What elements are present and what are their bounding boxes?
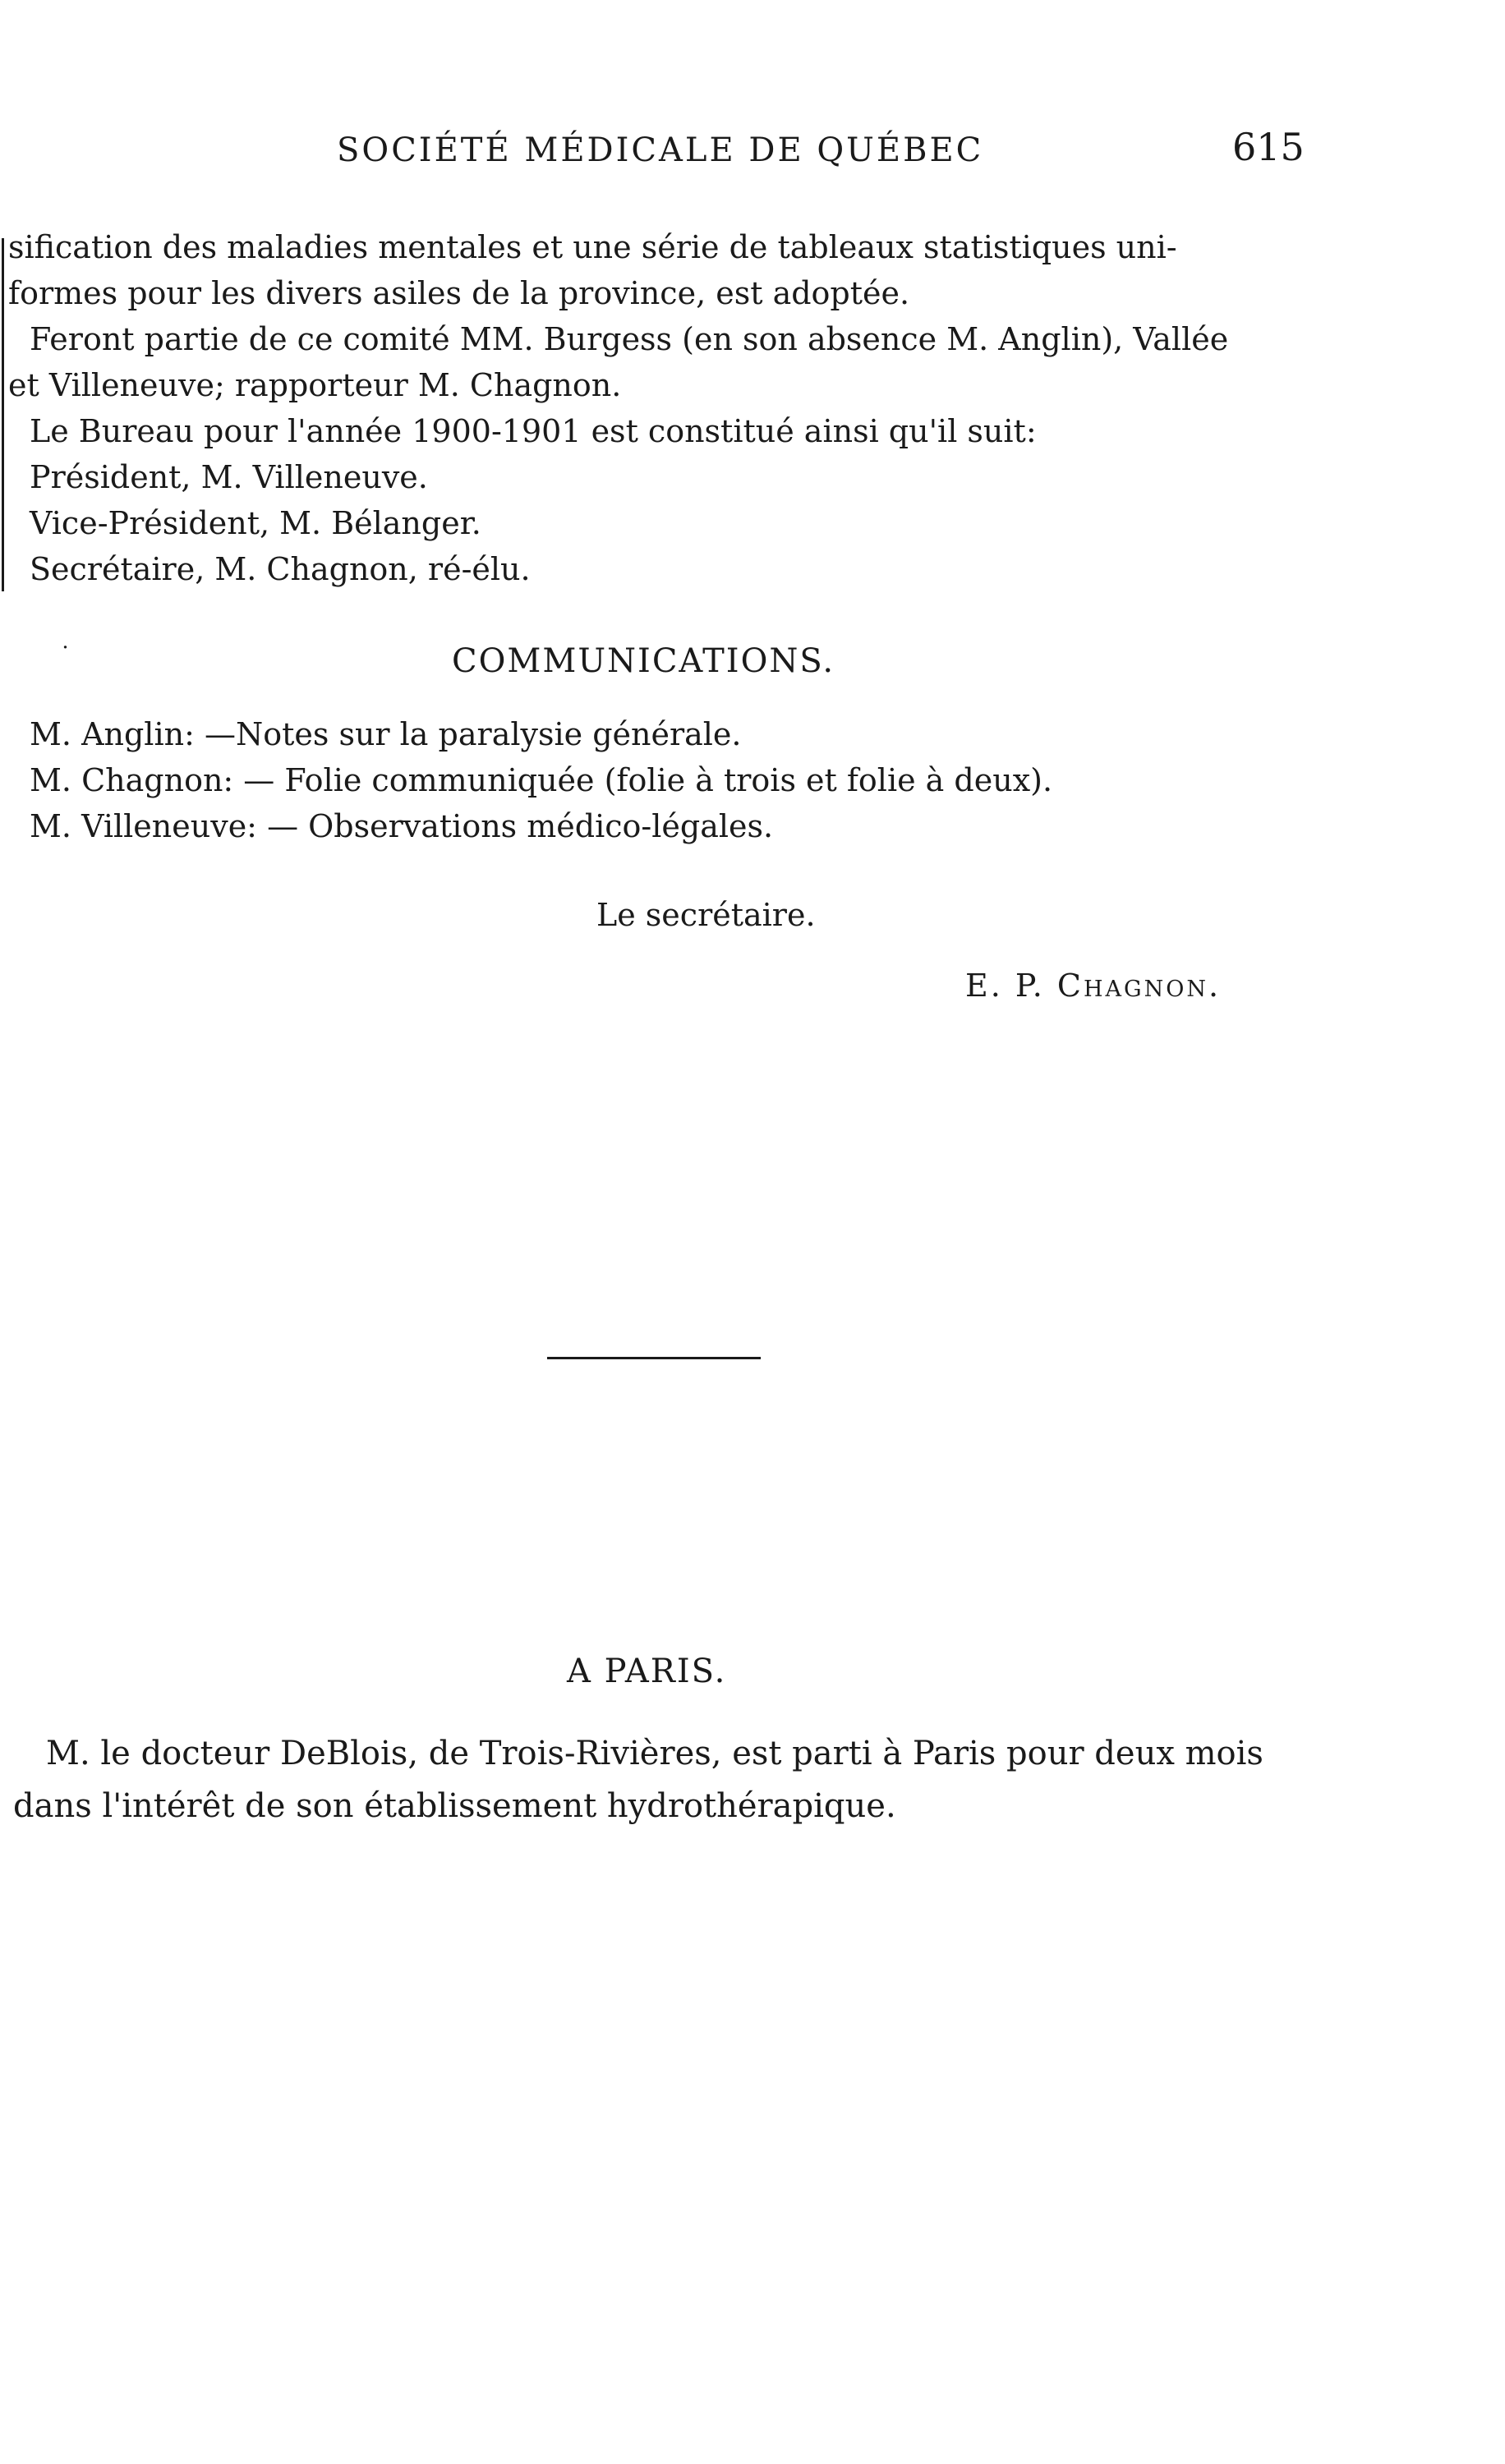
body-line-4: et Villeneuve; rapporteur M. Chagnon. — [8, 367, 622, 403]
page-number: 615 — [1232, 125, 1305, 169]
communication-item-2: M. Chagnon: — Folie communiquée (folie à trois et folie à deux). — [30, 762, 1053, 798]
signature-name: E. P. Chagnon. — [965, 968, 1222, 1004]
communication-item-1: M. Anglin: —Notes sur la paralysie générale. — [30, 716, 742, 752]
paris-line-2: dans l'intérêt de son établissement hydrothérapique. — [13, 1787, 896, 1825]
paris-title: A PARIS. — [567, 1653, 727, 1690]
body-line-3: Feront partie de ce comité MM. Burgess (en son absence M. Anglin), Vallée — [30, 321, 1229, 357]
running-head: SOCIÉTÉ MÉDICALE DE QUÉBEC — [337, 131, 984, 169]
stray-mark: ˙ — [59, 642, 71, 671]
body-line-5: Le Bureau pour l'année 1900-1901 est constitué ainsi qu'il suit: — [30, 413, 1037, 449]
body-line-2: formes pour les divers asiles de la province, est adoptée. — [8, 275, 910, 311]
margin-rule — [2, 238, 4, 591]
body-line-6: Président, M. Villeneuve. — [30, 459, 428, 495]
body-line-7: Vice-Président, M. Bélanger. — [30, 505, 481, 541]
communications-title: COMMUNICATIONS. — [452, 642, 835, 680]
body-line-8: Secrétaire, M. Chagnon, ré-élu. — [30, 551, 531, 587]
section-separator — [547, 1357, 761, 1359]
body-line-1: sification des maladies mentales et une série de tableaux statistiques uni- — [8, 229, 1177, 265]
signature-role: Le secrétaire. — [596, 897, 816, 933]
paris-line-1: M. le docteur DeBlois, de Trois-Rivières, est parti à Paris pour deux mois — [46, 1735, 1263, 1772]
communication-item-3: M. Villeneuve: — Observations médico-légales. — [30, 808, 774, 844]
